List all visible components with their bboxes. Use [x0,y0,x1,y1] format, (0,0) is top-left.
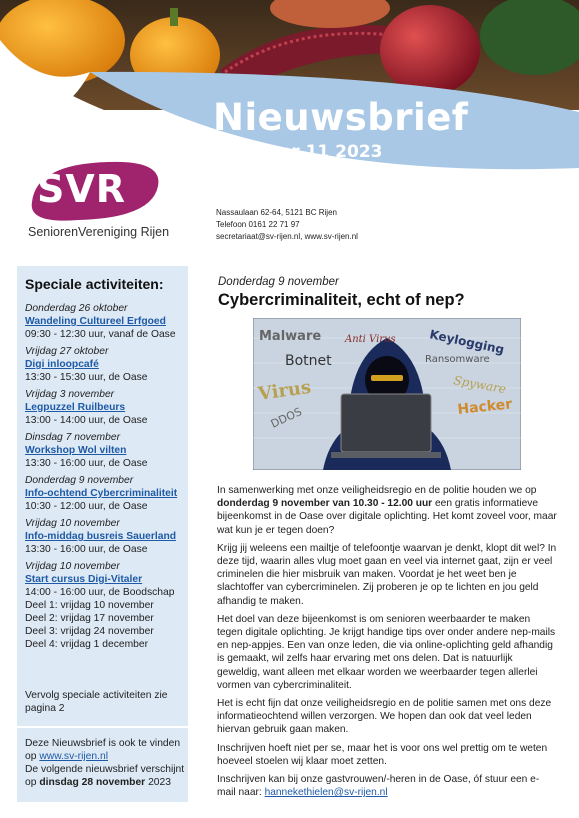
activity-date: Vrijdag 10 november [25,518,120,529]
activity-detail: 13:00 - 14:00 uur, de Oase [25,415,148,426]
word-antivirus: Anti Virus [345,334,396,345]
activity-detail: 13:30 - 16:00 uur, de Oase [25,458,148,469]
hacker-illustration [253,318,521,470]
article-paragraph-1: In samenwerking met onze veiligheidsregio en de politie houden we op donderdag 9 november van 10.30 - 12.00 uur een gratis informatieve bijeenkomst in de Oase over digitale oplichting. Het komt zoveel voor, maar wat kun je er tegen doen? [217,485,557,536]
address-email-web: secretariaat@sv-rijen.nl, www.sv-rijen.nl [216,232,358,241]
activity-date: Vrijdag 27 oktober [25,346,109,357]
activity-item [25,345,190,384]
contact-address [216,207,358,243]
activity-item [25,431,190,470]
email-link[interactable]: hannekethielen@sv-rijen.nl [264,787,388,799]
activities-title: Speciale activiteiten: [25,276,164,292]
activity-link[interactable]: Workshop Wol vilten [25,445,127,456]
word-ddos: DDOS [268,405,304,431]
word-malware: Malware [259,329,322,344]
activity-link[interactable]: Info-middag busreis Sauerland [25,531,177,542]
address-phone: Telefoon 0161 22 71 97 [216,220,300,229]
activity-detail: 10:30 - 12:00 uur, de Oase [25,501,148,512]
address-street: Nassaulaan 62-64, 5121 BC Rijen [216,208,337,217]
footer-line-1: Deze Nieuwsbrief is ook te vinden [25,738,181,749]
activity-date: Donderdag 9 november [25,475,134,486]
word-virus: Virus [256,376,313,405]
activity-item [25,474,190,513]
activity-detail: 09:30 - 12:30 uur, vanaf de Oase [25,329,176,340]
article-title: Cybercriminaliteit, echt of nep? [218,291,465,309]
newsletter-title: Nieuwsbrief [213,96,469,139]
word-spyware: Spyware [452,373,508,397]
logo-abbreviation: SVR [37,167,127,211]
activities-continued-note: Vervolg speciale activiteiten zie pagina 2 [25,690,168,714]
article-paragraph-6: Inschrijven kan bij onze gastvrouwen/-heren in de Oase, óf stuur een e-mail naar: hannekethielen@sv-rijen.nl [217,774,540,799]
word-hacker: Hacker [456,396,513,418]
article-body [217,484,557,804]
word-ransomware: Ransomware [425,354,490,365]
activity-date: Vrijdag 10 november [25,561,120,572]
activity-date: Dinsdag 7 november [25,432,121,443]
activity-detail: Deel 1: vrijdag 10 november [25,600,154,611]
footer-line-2: op www.sv-rijen.nl [25,751,108,762]
word-botnet: Botnet [285,353,332,369]
next-issue-date: dinsdag 28 november [39,777,146,788]
activity-detail: 13:30 - 15:30 uur, de Oase [25,372,148,383]
activity-detail: 13:30 - 16:00 uur, de Oase [25,544,148,555]
activity-link[interactable]: Legpuzzel Ruilbeurs [25,402,126,413]
footer-line-4: op dinsdag 28 november 2023 [25,777,171,788]
activity-item [25,388,190,427]
article-paragraph-3: Het doel van deze bijeenkomst is om senioren weerbaarder te maken tegen digitale oplichting. Je krijgt handige tips over onder andere nep-mails en nep-appjes. Een van onze leden, die via online-oplichting geld afhandig is gemaakt, wil zelfs haar ervaring met ons delen. Dat is natuurlijk geweldig, want alleen met elkaar worden we weerbaarder tegen allerlei vormen van cybercriminaliteit. [217,613,556,691]
article-date: Donderdag 9 november [218,276,339,288]
activity-detail: Deel 4: vrijdag 1 december [25,639,149,650]
word-keylogging: Keylogging [428,327,506,357]
activity-detail: Deel 2: vrijdag 17 november [25,613,154,624]
article-paragraph-5: Inschrijven hoeft niet per se, maar het is voor ons wel prettig om te weten hoeveel stoelen wij klaar moet zetten. [217,742,548,767]
article-paragraph-2: Krijg jij weleens een mailtje of telefoontje waarvan je denkt, klopt dit wel? In deze tijd, waarin alles vlug moet gaan en veel via internet gaat, zijn er veel criminelen die hier misbruik van maken. Voordat je het weet ben je slachtoffer van cybercriminelen. Zij proberen je op te lichten en jou geld afhandig te maken. [217,542,557,607]
logo-organisation-name: SeniorenVereniging Rijen [28,225,170,239]
footer-info [25,737,190,789]
activity-detail: Deel 3: vrijdag 24 november [25,626,154,637]
activity-date: Donderdag 26 oktober [25,303,128,314]
activity-item [25,517,190,556]
issue-number: Nummer 11 2023 [218,142,383,162]
activity-link[interactable]: Info-ochtend Cybercriminaliteit [25,488,178,499]
activity-item [25,302,190,341]
activities-list [25,302,190,655]
website-link[interactable]: www.sv-rijen.nl [39,751,108,762]
activity-detail: 14:00 - 16:00 uur, de Boodschap [25,587,175,598]
footer-line-3: De volgende nieuwsbrief verschijnt [25,764,185,775]
article-paragraph-4: Het is echt fijn dat onze veiligheidsregio en de politie samen met ons deze informatieochtend willen verzorgen. We hopen dan ook dat veel leden hiervan gebruik gaan maken. [217,698,552,736]
activity-link[interactable]: Wandeling Cultureel Erfgoed [25,316,166,327]
activity-link[interactable]: Digi inloopcafé [25,359,99,370]
activity-date: Vrijdag 3 november [25,389,115,400]
activity-link[interactable]: Start cursus Digi-Vitaler [25,574,143,585]
activity-item [25,560,190,651]
